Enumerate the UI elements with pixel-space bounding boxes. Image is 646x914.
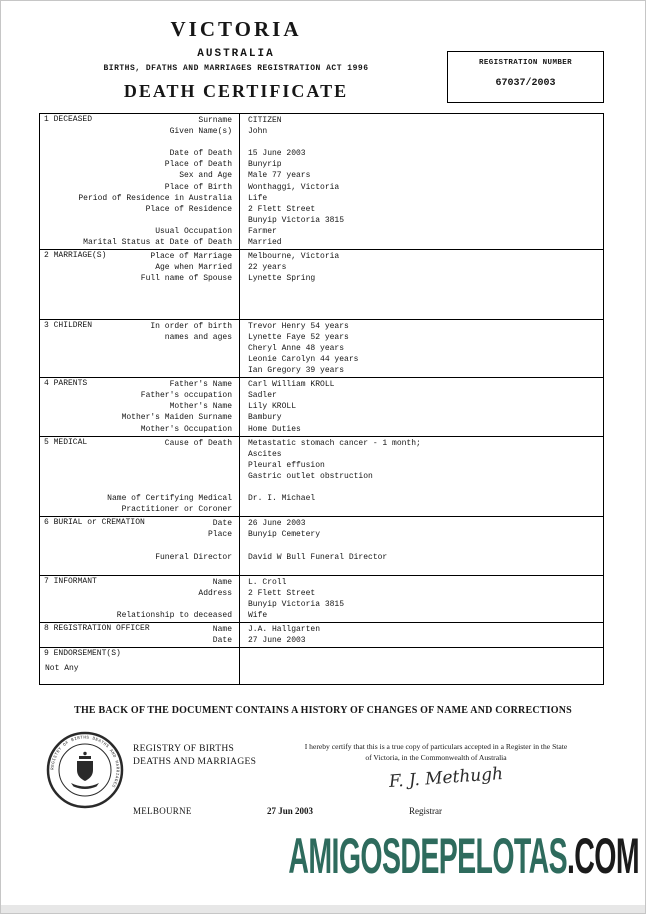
field-values-column [239,378,603,435]
field-value [248,504,599,515]
field-value: John [248,127,268,137]
field-value: Ian Gregory 39 years [248,366,345,376]
field-label: Address [198,588,232,598]
field-label: Date of Death [169,149,232,159]
field-value: Home Duties [248,424,301,434]
registration-number-value: 67037/2003 [495,78,556,89]
field-label: Name [212,625,232,635]
field-value: Wonthaggi, Victoria [248,182,340,192]
field-value: Carl William KROLL [248,380,335,390]
field-label: Marital Status at Date of Death [83,238,232,248]
certificate-issue-date: 27 Jun 2003 [267,805,314,816]
field-values-column [239,576,603,622]
field-label: Full name of Spouse [140,274,232,284]
field-labels-column [40,576,239,622]
section-title: 8 REGISTRATION OFFICER [44,624,150,634]
field-label: Surname [198,116,232,125]
field-value: Trevor Henry 54 years [248,321,349,331]
field-values-column [239,114,603,249]
registrar-signature: F. J. Methugh [388,763,504,792]
section-2-marriage-s [40,249,603,319]
field-label: Place of Death [164,160,232,170]
field-value [248,284,599,295]
field-label: Practitioner or Coroner [121,505,232,515]
field-values-column [239,437,603,517]
field-value: Lynette Spring [248,274,316,284]
field-labels-column [40,623,239,647]
section-title: 2 MARRIAGE(S) [44,251,107,261]
watermark [181,827,645,885]
field-value: 27 June 2003 [248,636,306,646]
section-6-burial-or-cremation [40,516,603,574]
section-8-registration-officer [40,622,603,647]
country-name: AUSTRALIA [197,48,275,60]
field-value: Cheryl Anne 48 years [248,343,345,353]
field-label [40,284,239,295]
field-labels-column [40,437,239,517]
section-1-deceased [40,114,603,249]
field-label: Funeral Director [155,552,232,562]
field-value: Male 77 years [248,171,311,181]
field-value: Wife [248,611,268,621]
field-value [248,540,599,551]
field-labels-column [40,250,239,319]
field-value: 2 Flett Street [248,204,316,214]
field-value [248,296,599,307]
field-values-column [239,648,603,683]
field-label [40,343,239,354]
field-label: Place of Marriage [150,252,232,262]
field-labels-column [40,378,239,435]
registration-number-label: REGISTRATION NUMBER [478,59,573,67]
certificate-footer [1,730,645,840]
field-value: J.A. Hallgarten [248,625,321,635]
field-value: Lily KROLL [248,402,297,412]
field-labels-column [40,114,239,249]
section-9-endorsement-s [40,647,603,683]
field-label: Usual Occupation [155,226,232,236]
field-value: Bambury [248,413,282,423]
field-labels-column [40,320,239,377]
field-label: Place of Residence [145,204,232,214]
field-values-column [239,517,603,574]
field-value: Farmer [248,226,277,236]
field-label [40,307,239,318]
svg-text:REGISTRY OF BIRTHS DEATHS AND: REGISTRY OF BIRTHS DEATHS AND MARRIAGES [50,735,120,788]
page-bottom-edge [1,905,645,913]
field-value: L. Croll [248,577,287,587]
field-label [40,460,239,471]
registrar-label: Registrar [409,805,442,816]
field-value: Metastatic stomach cancer - 1 month; [248,438,421,448]
section-title: 6 BURIAL or CREMATION [44,518,145,528]
field-label [40,296,239,307]
certificate-header [1,1,645,102]
field-value [248,137,599,148]
field-value: Dr. I. Michael [248,494,316,504]
field-value [248,660,599,671]
certificate-table [39,113,604,685]
field-label: Father's occupation [140,391,232,401]
section-title: 4 PARENTS [44,379,88,389]
registry-name-line2: DEATHS AND MARRIAGES [133,756,257,767]
field-label: Mother's Occupation [140,424,232,434]
field-label: Name of Certifying Medical [107,494,232,504]
field-label [40,215,239,226]
field-value [248,563,599,574]
field-value: CITIZEN [248,116,282,125]
field-label: Father's Name [169,380,232,390]
field-value: 2 Flett Street [248,588,316,598]
field-value: Married [248,238,282,248]
field-label [40,365,239,376]
registry-location: MELBOURNE [133,805,192,816]
field-values-column [239,623,603,647]
field-label [40,482,239,493]
field-value [248,482,599,493]
field-label: Cause of Death [164,438,232,448]
field-label [40,471,239,482]
field-value: 22 years [248,263,287,273]
field-value [248,672,599,683]
field-value: Bunyip Cemetery [248,530,321,540]
field-label: Given Name(s) [169,127,232,137]
section-note: Not Any [45,664,79,674]
section-title: 9 ENDORSEMENT(S) [44,649,121,659]
registry-name [133,743,256,769]
section-4-parents [40,377,603,435]
field-value: Lynette Faye 52 years [248,332,349,342]
field-value: Bunyip Victoria 3815 [248,215,345,225]
field-label: Mother's Name [169,402,232,412]
registration-number-box [447,51,604,103]
header-text [36,17,436,102]
field-value: Bunyrip [248,160,282,170]
field-label: Place of Birth [164,182,232,192]
field-label: Sex and Age [179,171,232,181]
field-values-column [239,250,603,319]
field-label: Relationship to deceased [116,611,232,621]
coat-of-arms-icon [71,751,99,788]
field-value: 15 June 2003 [248,149,306,159]
field-label: Age when Married [155,263,232,273]
section-title: 5 MEDICAL [44,437,88,447]
act-title: BIRTHS, DFATHS AND MARRIAGES REGISTRATION ACT 1996 [103,64,369,73]
field-labels-column [40,517,239,574]
watermark-text [288,827,639,885]
field-value: Sadler [248,391,277,401]
field-value: David W Bull Funeral Director [248,552,388,562]
field-value: Melbourne, Victoria [248,252,340,262]
watermark-suffix: .COM [566,827,639,884]
field-label: Date [212,519,232,529]
field-label [40,599,239,610]
field-value: Gastric outlet obstruction [248,471,373,481]
state-name: VICTORIA [170,17,302,41]
registry-name-line1: REGISTRY OF BIRTHS [133,743,235,754]
field-label [40,137,239,148]
field-label: Name [212,577,232,587]
field-label: Period of Residence in Australia [78,193,232,203]
back-of-document-note: THE BACK OF THE DOCUMENT CONTAINS A HISTORY OF CHANGES OF NAME AND CORRECTIONS [74,704,572,716]
field-value: Leonie Carolyn 44 years [248,354,359,364]
field-value: Pleural effusion [248,460,325,470]
field-label: Date [212,636,232,646]
field-value: Life [248,193,268,203]
section-3-children [40,319,603,377]
field-label [40,354,239,365]
section-title: 1 DECEASED [44,115,93,124]
section-7-informant [40,575,603,622]
field-label [40,540,239,551]
section-title: 7 INFORMANT [44,576,97,586]
certification-statement: I hereby certify that this is a true copy of particulars accepted in a Register in the State of Victoria, in the Commonwealth of Australia [304,741,568,762]
certificate-title: DEATH CERTIFICATE [123,81,349,101]
field-value: Ascites [248,449,282,459]
section-5-medical [40,436,603,517]
watermark-main: AMIGOSDEPELOTAS [288,827,567,884]
section-title: 3 CHILDREN [44,320,93,330]
field-label: names and ages [164,332,232,342]
field-label: Mother's Maiden Surname [121,413,232,423]
field-label [40,563,239,574]
field-value: Bunyip Victoria 3815 [248,599,345,609]
field-value [248,649,599,660]
registry-seal-icon [45,730,125,810]
field-values-column [239,320,603,377]
field-label: Place [207,530,232,540]
field-value: 26 June 2003 [248,519,306,529]
field-label [40,449,239,460]
field-labels-column [40,648,239,683]
field-label: In order of birth [150,321,232,331]
field-value [248,307,599,318]
